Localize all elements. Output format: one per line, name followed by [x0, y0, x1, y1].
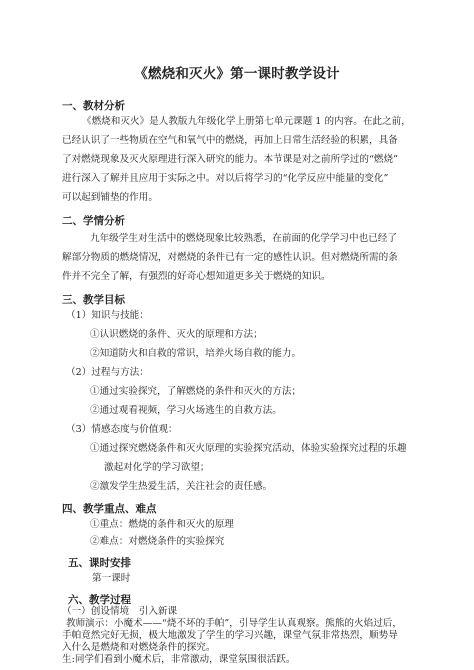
document-title: 《燃烧和灭火》第一课时教学设计	[134, 66, 340, 82]
objective-item: ①认识燃烧的条件、灭火的原理和方法；	[90, 329, 263, 340]
paragraph-line: 《燃烧和灭火》是人教版九年级化学上册第七单元课题 1 的内容。在此之前，	[82, 116, 411, 127]
process-subheading: （一）创设情境 引入新课	[62, 606, 178, 617]
section-heading-student-analysis: 二、学情分析	[62, 215, 125, 227]
section-heading-teaching-objectives: 三、教学目标	[62, 294, 125, 306]
objective-item: ①通过实验探究，了解燃烧的条件和灭火的方法；	[90, 386, 302, 397]
section-heading-material-analysis: 一、教材分析	[62, 100, 125, 112]
paragraph-line: 生:同学们看到小魔术后，非常激动，课堂氛围很活跃。	[62, 654, 296, 665]
objective-item: ②知道防火和自救的常识，培养火场自救的能力。	[90, 348, 302, 359]
section-heading-teaching-process: 六、教学过程	[68, 594, 131, 606]
section-heading-key-points: 四、教学重点、难点	[62, 503, 157, 515]
section-heading-schedule: 五、课时安排	[68, 557, 131, 569]
paragraph-line: 进行深入了解并且应用于实际之中。对以后将学习的“化学反应中能量的变化”	[62, 173, 389, 184]
paragraph-line: 九年级学生对生活中的燃烧现象比较熟悉，在前面的化学学习中也已经了	[90, 233, 397, 244]
objective-item-continuation: 激起对化学的学习欲望；	[104, 462, 210, 473]
objective-category: （1）知识与技能：	[66, 310, 149, 321]
paragraph-line: 入什么是燃烧和对燃烧条件的探究。	[62, 642, 216, 653]
paragraph-line: 了对燃烧现象及灭火原理进行深入研究的能力。本节课是对之前所学过的“燃烧”	[62, 154, 398, 165]
paragraph-line: 教师演示：小魔术——“烧不坏的手帕”，引导学生认真观察。熊熊的火焰过后，	[66, 618, 402, 629]
objective-item: ②通过观看视频，学习火场逃生的自救方法。	[90, 405, 282, 416]
key-point-item: ①重点：燃烧的条件和灭火的原理	[90, 519, 234, 530]
schedule-item: 第一课时	[92, 573, 131, 584]
paragraph-line: 手帕竟然完好无损，极大地激发了学生的学习兴趣，课堂气氛非常热烈，顺势导	[62, 630, 398, 641]
paragraph-line: 可以起到铺垫的作用。	[62, 192, 158, 203]
objective-category: （2）过程与方法：	[66, 367, 149, 378]
objective-category: （3）情感态度与价值观：	[66, 424, 178, 435]
objective-item: ①通过探究燃烧条件和灭火原理的实验探究活动，体验实验探究过程的乐趣	[90, 443, 407, 454]
paragraph-line: 件并不完全了解，有强烈的好奇心想知道更多关于燃烧的知识。	[62, 271, 331, 282]
paragraph-line: 解部分物质的燃烧情况，对燃烧的条件已有一定的感性认识。但对燃烧所需的条	[62, 252, 398, 263]
objective-item: ②激发学生热爱生活，关注社会的责任感。	[90, 481, 273, 492]
key-point-item: ②难点：对燃烧条件的实验探究	[90, 536, 225, 547]
paragraph-line: 已经认识了一些物质在空气和氧气中的燃烧，再加上日常生活经验的积累，具备	[62, 135, 398, 146]
